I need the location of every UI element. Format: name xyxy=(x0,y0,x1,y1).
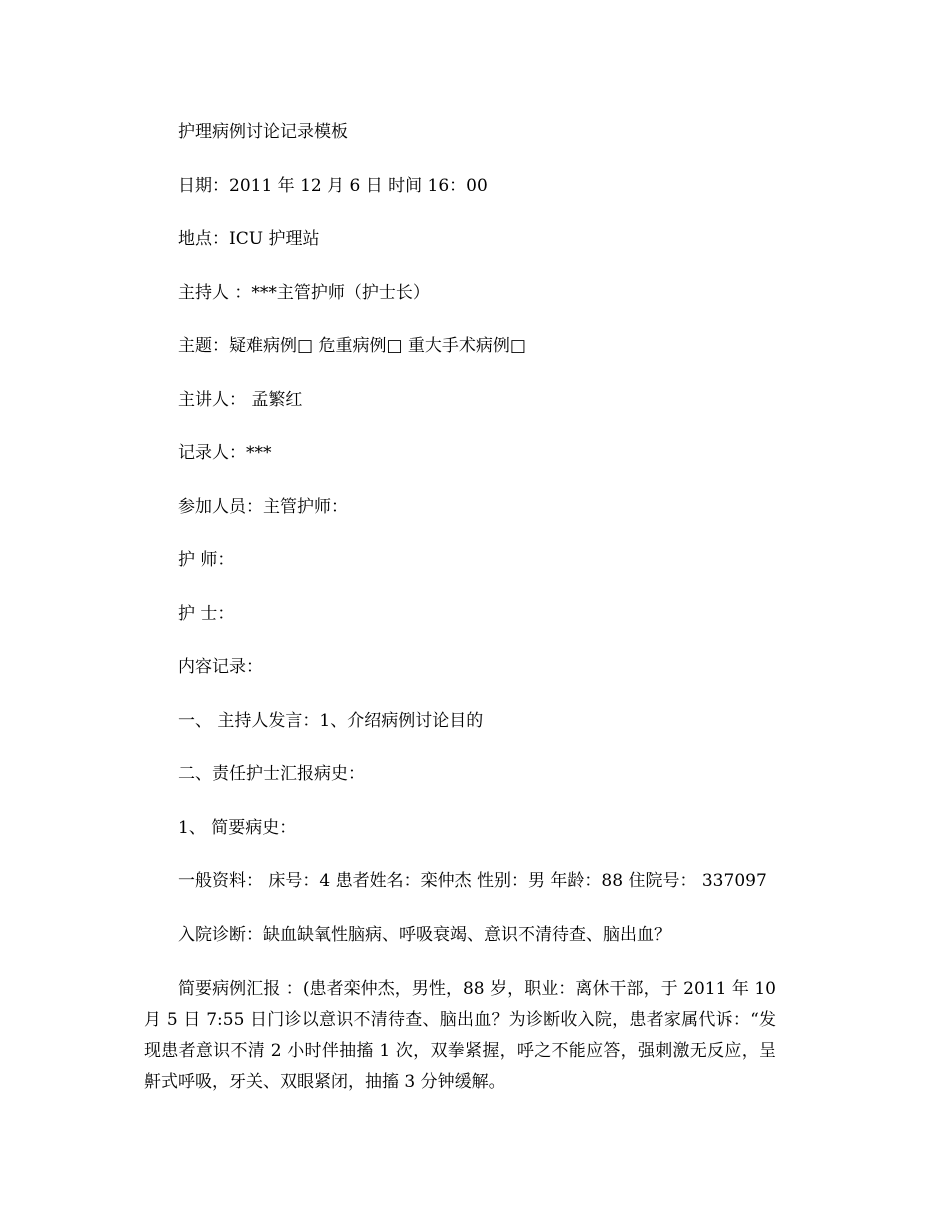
nurse-practitioner-line: 护 师： xyxy=(178,550,235,570)
admission-diagnosis: 入院诊断：缺血缺氧性脑病、呼吸衰竭、意识不清待查、脑出血？ xyxy=(178,924,671,945)
speaker-line: 主讲人： 孟繁红 xyxy=(178,389,303,410)
case-report-paragraph: 简要病例汇报 ：(患者栾仲杰，男性，88 岁，职业：离休干部，于 2011 年 10 月 5 日 7:55 日门诊以意识不清待查、脑出血？为诊断收入院，患者家属代诉：“发现患者意识不清 2 小时伴抽搐 1 次，双拳紧握，呼之不能应答，强刺激无反应，呈鼾式呼吸，牙关、双眼紧闭，抽搐 3 分钟缓解。 xyxy=(144,979,776,1092)
general-info: 一般资料： 床号：4 患者姓名：栾仲杰 性别：男 年龄：88 住院号： 337097 xyxy=(178,871,767,891)
document-title: 护理病例讨论记录模板 xyxy=(178,122,348,142)
topic-line: 主题：疑难病例□ 危重病例□ 重大手术病例□ xyxy=(178,336,526,356)
content-heading: 内容记录： xyxy=(178,657,263,677)
nurse-line: 护 士： xyxy=(178,603,235,624)
section-one: 一、 主持人发言：1、介绍病例讨论目的 xyxy=(178,710,484,731)
subsection-one: 1、 简要病史： xyxy=(178,817,297,838)
host-line: 主持人 ：***主管护师（护士长） xyxy=(178,282,430,303)
date-line: 日期：2011 年 12 月 6 日 时间 16：00 xyxy=(178,175,488,196)
location-line: 地点：ICU 护理站 xyxy=(178,229,320,249)
participants-line: 参加人员：主管护师： xyxy=(178,496,348,517)
recorder-line: 记录人：*** xyxy=(178,443,272,463)
document-body xyxy=(144,118,810,1098)
section-two: 二、责任护士汇报病史： xyxy=(178,764,365,784)
